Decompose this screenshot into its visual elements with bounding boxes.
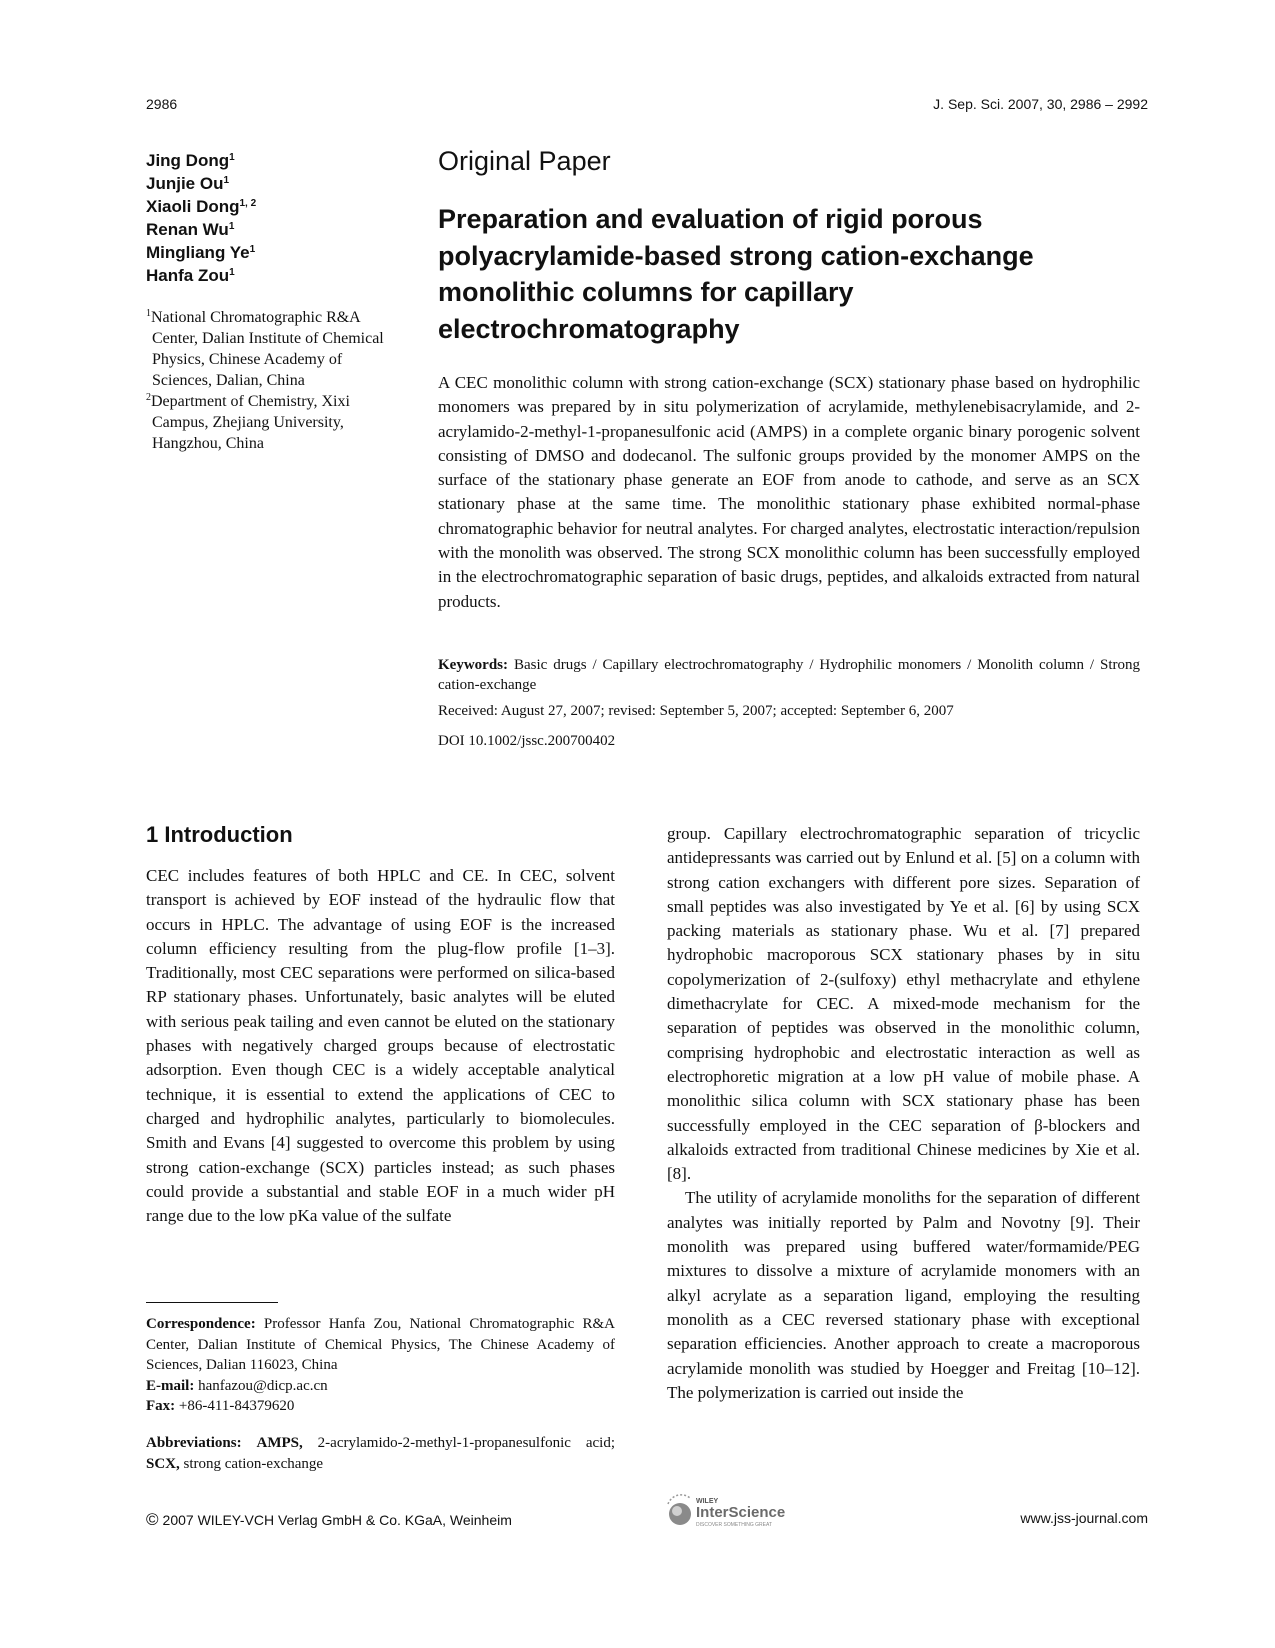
journal-reference: J. Sep. Sci. 2007, 30, 2986 – 2992 xyxy=(933,96,1148,112)
svg-text:DISCOVER SOMETHING GREAT: DISCOVER SOMETHING GREAT xyxy=(696,1522,773,1528)
abbreviations-footnote: Abbreviations: AMPS, 2-acrylamido-2-methyl-1-propanesulfonic acid; SCX, strong cation-exchange xyxy=(146,1435,615,1472)
affiliations xyxy=(146,307,406,454)
journal-website-link[interactable]: www.jss-journal.com xyxy=(1020,1510,1148,1526)
author: Hanfa Zou$^1$ xyxy=(146,266,235,285)
author: Jing Dong$^1$ xyxy=(146,151,235,170)
copyright-icon: © xyxy=(146,1510,159,1529)
intro-paragraph: The utility of acrylamide monoliths for the separation of different analytes was initially reported by Palm and Novotny [9]. Their monolith was prepared using buffered water/formamide/PEG mixtures to dissolve a mixture of acrylamide monomers with an alkyl acrylate as a separation ligand, employing the resulting monolith as a CEC reversed stationary phase with exceptional separation efficiencies. Another approach to create a macroporous acrylamide monolith was studied by Hoegger and Freitag [10–12]. The polymerization is carried out inside the xyxy=(667,1188,1140,1402)
footnote-divider xyxy=(146,1302,278,1303)
abstract: A CEC monolithic column with strong cation-exchange (SCX) stationary phase based on hydrophilic monomers was prepared by in situ polymerization of acrylamide, methylenebisacrylamide, and 2-acrylamido-2-methyl-1-propanesulfonic acid (AMPS) in a complete organic binary porogenic solvent consisting of DMSO and dodecanol. The sulfonic groups provided by the monomer AMPS on the surface of the stationary phase generate an EOF from anode to cathode, and serve as an SCX stationary phase at the same time. The monolithic stationary phase exhibited normal-phase chromatographic behavior for neutral analytes. For charged analytes, electrostatic interaction/repulsion with the monolith was observed. The strong SCX monolithic column has been successfully employed in the electrochromatographic separation of basic drugs, peptides, and alkaloids extracted from natural products. xyxy=(438,373,1140,611)
globe-icon xyxy=(668,1495,691,1525)
email-link[interactable]: hanfazou@dicp.ac.cn xyxy=(198,1377,328,1394)
author: Mingliang Ye$^1$ xyxy=(146,243,256,262)
keywords: Keywords: Basic drugs / Capillary electrochromatography / Hydrophilic monomers / Monolith column / Strong cation-exchange xyxy=(438,657,1140,693)
author: Xiaoli Dong$^{1, 2}$ xyxy=(146,197,257,216)
paper-title: Preparation and evaluation of rigid porous polyacrylamide-based strong cation-exchange monolithic columns for capillary electrochromatography xyxy=(438,204,1034,344)
svg-text:WILEY: WILEY xyxy=(696,1498,719,1505)
affiliation: $^2$Department of Chemistry, Xixi Campus, Zhejiang University, Hangzhou, China xyxy=(146,392,350,452)
paper-type-label: Original Paper xyxy=(438,146,611,176)
received-dates: Received: August 27, 2007; revised: September 5, 2007; accepted: September 6, 2007 xyxy=(438,703,954,719)
author: Junjie Ou$^1$ xyxy=(146,174,230,193)
copyright-notice: © 2007 WILEY-VCH Verlag GmbH & Co. KGaA, Weinheim xyxy=(146,1510,512,1529)
svg-text:InterScience: InterScience xyxy=(696,1504,786,1521)
affiliation: $^1$National Chromatographic R&A Center, Dalian Institute of Chemical Physics, Chinese Academy of Sciences, Dalian, China xyxy=(146,308,384,389)
intro-paragraph: group. Capillary electrochromatographic separation of tricyclic antidepressants was carried out by Enlund et al. [5] on a column with strong cation exchangers with different pore sizes. Separation of small peptides was also investigated by Ye et al. [6] by using SCX packing materials as stationary phase. Wu et al. [7] prepared hydrophobic macroporous SCX stationary phases by in situ copolymerization of 2-(sulfoxy) ethyl methacrylate and ethylene dimethacrylate for CEC. A mixed-mode mechanism for the separation of peptides was observed in the monolithic column, comprising hydrophobic and electrostatic interaction as well as electrophoretic migration at a low pH value of mobile phase. A monolithic silica column with SCX stationary phase has been successfully employed in the CEC separation of β-blockers and alkaloids extracted from traditional Chinese medicines by Xie et al. [8]. xyxy=(667,824,1140,1184)
author: Renan Wu$^1$ xyxy=(146,220,235,239)
doi: DOI 10.1002/jssc.200700402 xyxy=(438,733,616,749)
author-list xyxy=(146,149,396,287)
page-number: 2986 xyxy=(146,96,178,112)
intro-right-column xyxy=(667,822,1140,1405)
intro-paragraph-left: CEC includes features of both HPLC and CE. In CEC, solvent transport is achieved by EOF instead of the hydraulic flow that occurs in HPLC. The advantage of using EOF is the increased column efficiency resulting from the plug-flow profile [1–3]. Traditionally, most CEC separations were performed on silica-based RP stationary phases. Unfortunately, basic analytes will be eluted with serious peak tailing and even cannot be eluted on the stationary phases with negatively charged groups because of electrostatic adsorption. Even though CEC is a widely acceptable analytical technique, it is essential to extend the applications of CEC to charged and hydrophilic analytes, particularly to biomolecules. Smith and Evans [4] suggested to overcome this problem by using strong cation-exchange (SCX) particles instead; as such phases could provide a substantial and stable EOF in a much wider pH range due to the low pKa value of the sulfate xyxy=(146,866,615,1226)
section-heading-introduction: 1 Introduction xyxy=(146,822,293,847)
wiley-interscience-logo xyxy=(666,1494,826,1530)
correspondence-footnote: Correspondence: Professor Hanfa Zou, National Chromatographic R&A Center, Dalian Institute of Chemical Physics, The Chinese Academy of Sciences, Dalian 116023, China E-mail: hanfazou@dicp.ac.cn Fax: +86-411-84379620 xyxy=(146,1316,615,1414)
